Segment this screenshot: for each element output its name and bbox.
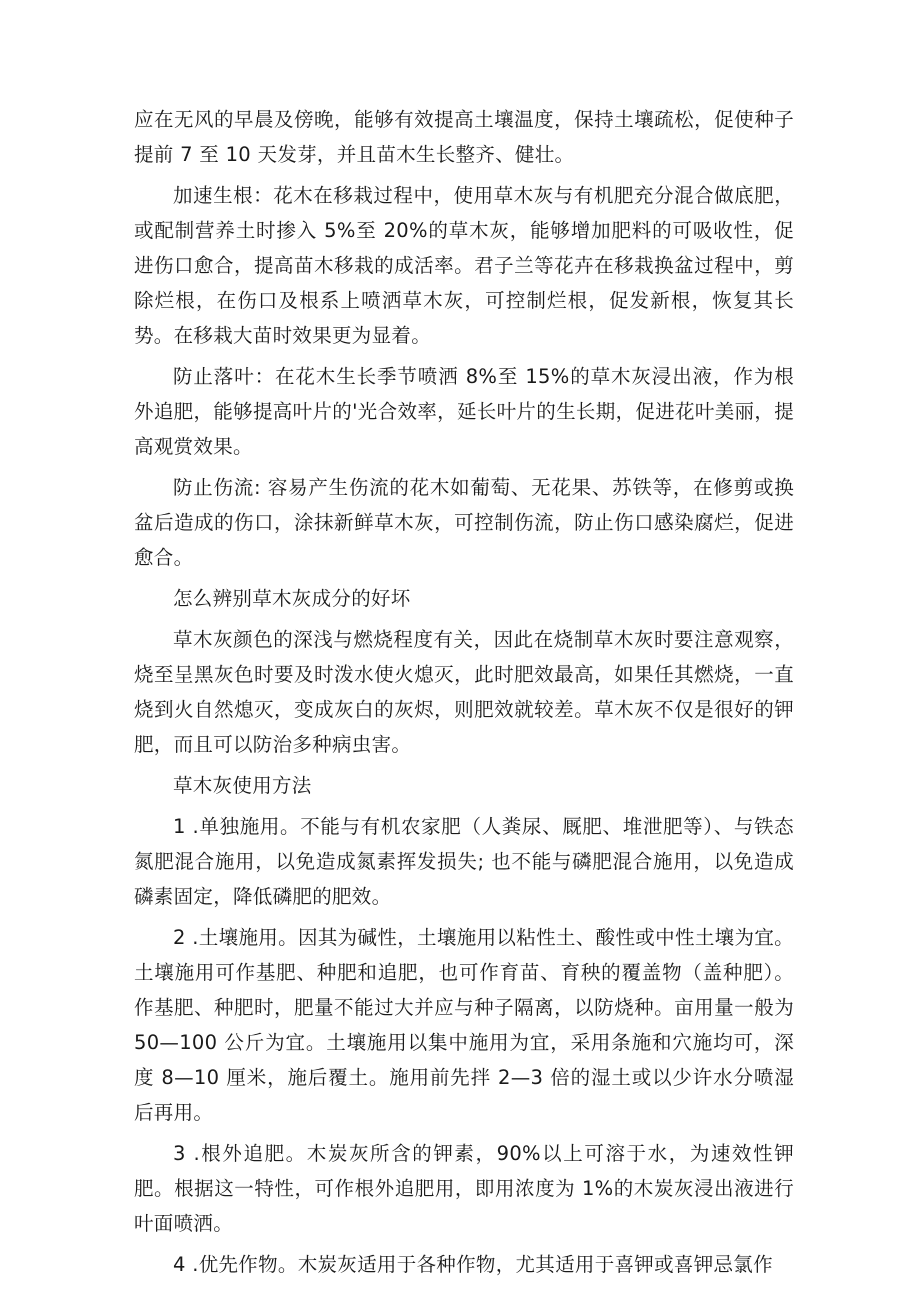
document-body: [134, 102, 794, 1288]
paragraph-sowing-effect: 应在无风的早晨及傍晚，能够有效提高土壤温度，保持土壤疏松，促使种子提前 7 至 10 天发芽，并且苗木生长整齐、健壮。: [134, 108, 794, 166]
list-item-priority-crops: 4 .优先作物。木炭灰适用于各种作物，尤其适用于喜钾或喜钾忌氯作: [173, 1253, 773, 1276]
section-heading-usage: 草木灰使用方法: [173, 774, 312, 797]
section-heading-quality: 怎么辨别草木灰成分的好坏: [173, 587, 411, 610]
list-item-separate-use: 1 .单独施用。不能与有机农家肥（人粪尿、厩肥、堆泄肥等）、与铁态氮肥混合施用，以免造成氮素挥发损失; 也不能与磷肥混合施用，以免造成磷素固定，降低磷肥的肥效。: [134, 815, 794, 908]
paragraph-quality-judgement: 草木灰颜色的深浅与燃烧程度有关，因此在烧制草木灰时要注意观察，烧至呈黑灰色时要及时泼水使火熄灭，此时肥效最高，如果任其燃烧，一直烧到火自然熄灭，变成灰白的灰烬，则肥效就较差。草木灰不仅是很好的钾肥，而且可以防治多种病虫害。: [134, 628, 794, 756]
paragraph-prevent-bleeding: 防止伤流: 容易产生伤流的花木如葡萄、无花果、苏铁等，在修剪或换盆后造成的伤口，涂抹新鲜草木灰，可控制伤流，防止伤口感染腐烂，促进愈合。: [134, 476, 794, 569]
list-item-foliar-fertilizer: 3 .根外追肥。木炭灰所含的钾素，90%以上可溶于水，为速效性钾肥。根据这一特性，可作根外追肥用，即用浓度为 1%的木炭灰浸出液进行叶面喷洒。: [134, 1142, 794, 1235]
paragraph-accelerate-rooting: 加速生根：花木在移栽过程中，使用草木灰与有机肥充分混合做底肥，或配制营养土时掺入 5%至 20%的草木灰，能够增加肥料的可吸收性，促进伤口愈合，提高苗木移栽的成活率。君子兰等花卉在移栽换盆过程中，剪除烂根，在伤口及根系上喷洒草木灰，可控制烂根，促发新根，恢复其长势。在移栽大苗时效果更为显着。: [134, 184, 794, 347]
list-item-soil-application: 2 .土壤施用。因其为碱性，土壤施用以粘性土、酸性或中性土壤为宜。土壤施用可作基肥、种肥和追肥，也可作育苗、育秧的覆盖物（盖种肥）。作基肥、种肥时，肥量不能过大并应与种子隔离，以防烧种。亩用量一般为 50—100 公斤为宜。土壤施用以集中施用为宜，采用条施和穴施均可，深度 8—10 厘米，施后覆土。施用前先拌 2—3 倍的湿土或以少许水分喷湿后再用。: [134, 926, 794, 1124]
paragraph-prevent-leaf-drop: 防止落叶：在花木生长季节喷洒 8%至 15%的草木灰浸出液，作为根外追肥，能够提高叶片的'光合效率，延长叶片的生长期，促进花叶美丽，提高观赏效果。: [134, 365, 794, 458]
